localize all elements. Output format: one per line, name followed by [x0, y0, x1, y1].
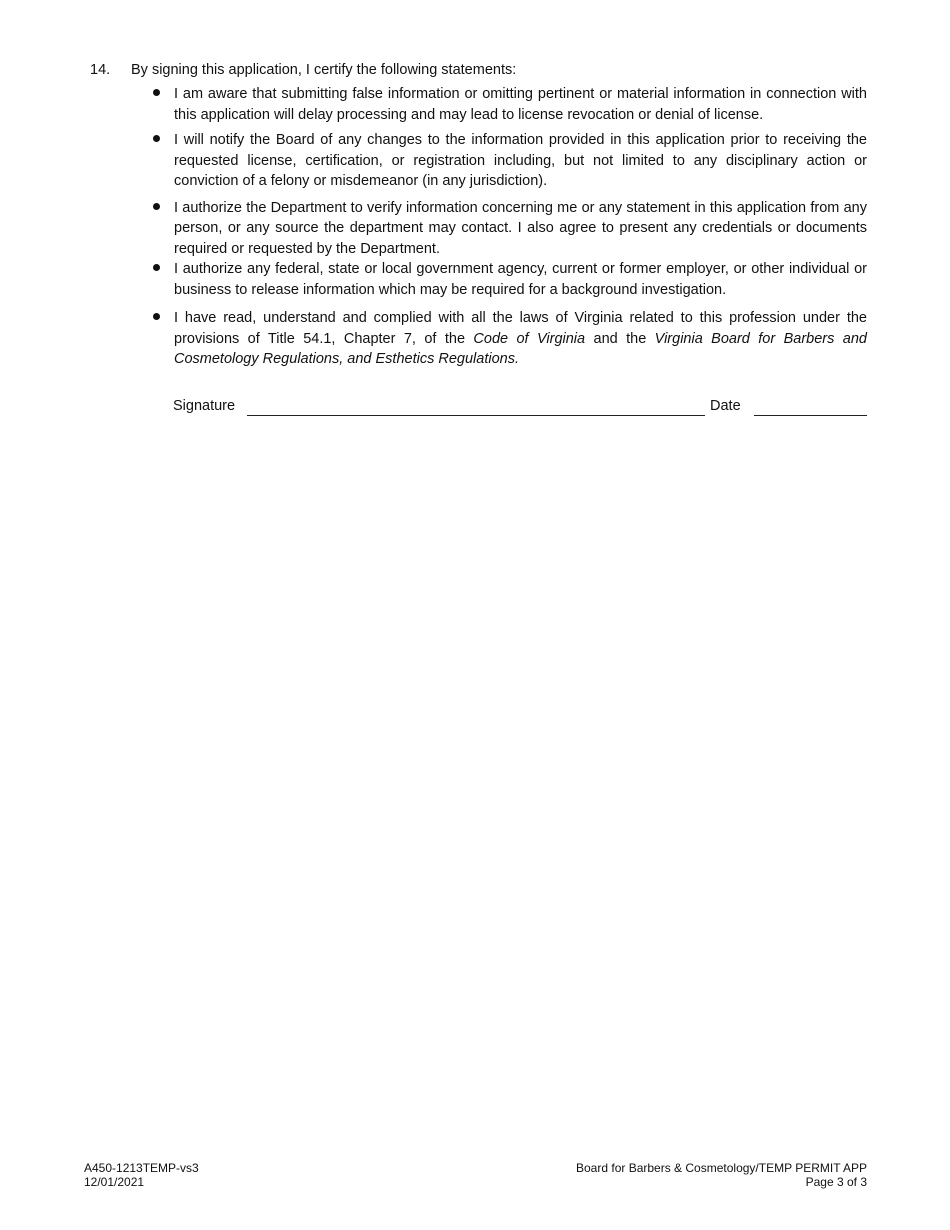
statement-laws-compliance — [151, 308, 867, 370]
statement-authorize-department — [151, 198, 867, 260]
statement-text-part: I have read, understand and complied with all the laws of Virginia related to this profession under the provisions of Title 54.1, Chapter 7, of the — [174, 310, 867, 347]
date-field[interactable] — [754, 415, 867, 416]
bullet-icon — [153, 89, 160, 96]
form-id: A450-1213TEMP-vs3 — [84, 1161, 199, 1175]
bullet-icon — [153, 203, 160, 210]
statement-text-part: and the — [585, 330, 655, 347]
signature-row — [173, 396, 867, 418]
statement-notify-board — [151, 130, 867, 192]
footer-board-info — [576, 1161, 867, 1189]
signature-field[interactable] — [247, 415, 705, 416]
bullet-icon — [153, 135, 160, 142]
bullet-icon — [153, 313, 160, 320]
statement-authorize-release — [151, 259, 867, 300]
statement-text: I authorize any federal, state or local government agency, current or former employer, or other individual or business to release information which may be required for a background investigation. — [174, 261, 867, 298]
date-label: Date — [710, 398, 741, 414]
question-intro: By signing this application, I certify the following statements: — [131, 62, 517, 78]
board-name: Board for Barbers & Cosmetology/TEMP PERMIT APP — [576, 1161, 867, 1175]
certification-statements — [151, 84, 867, 370]
page-number: Page 3 of 3 — [805, 1175, 867, 1189]
regulations-citation: Virginia Board for Barbers and Cosmetology Regulations, and Esthetics Regulations. — [174, 330, 867, 367]
signature-label: Signature — [173, 398, 236, 414]
question-number: 14. — [90, 62, 111, 78]
statement-false-information — [151, 84, 867, 125]
code-of-virginia-citation: Code of Virginia — [473, 330, 586, 347]
form-revision-date: 12/01/2021 — [84, 1175, 145, 1189]
bullet-icon — [153, 264, 160, 271]
footer-form-info — [84, 1161, 199, 1189]
statement-text: I will notify the Board of any changes to the information provided in this application prior to receiving the requested license, certification, or registration including, but not limited to any disciplinary action or conviction of a felony or misdemeanor (in any jurisdiction). — [174, 132, 867, 189]
statement-text: I authorize the Department to verify information concerning me or any statement in this application from any person, or any source the department may contact. I also agree to present any credentials or documents required or requested by the Department. — [174, 199, 867, 257]
statement-text: I am aware that submitting false information or omitting pertinent or material information in connection with this application will delay processing and may lead to license revocation or denial of license. — [174, 86, 867, 123]
